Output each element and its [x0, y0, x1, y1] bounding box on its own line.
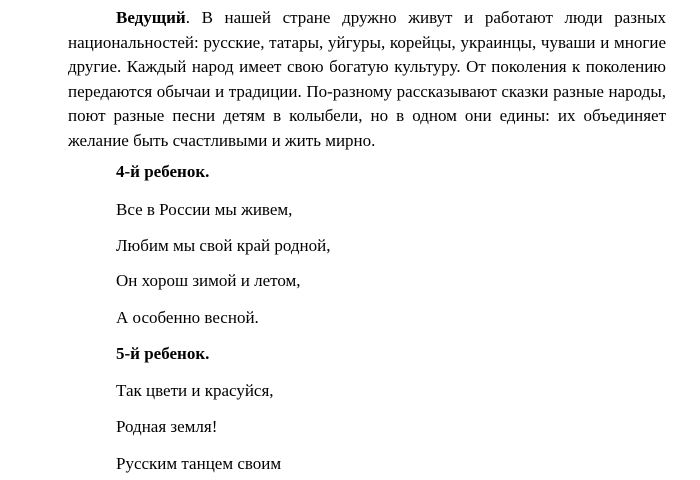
speaker-name: Ведущий — [116, 8, 186, 27]
verse-heading-4: 4-й ребенок. — [116, 162, 210, 181]
intro-paragraph — [68, 6, 666, 153]
verse-line: Так цвети и красуйся, — [116, 381, 274, 400]
verse-line: Все в России мы живем, — [116, 200, 293, 219]
verse-line: Русским танцем своим — [116, 454, 282, 473]
verse-line: Любим мы свой край родной, — [116, 236, 331, 255]
verse-line: А особенно весной. — [116, 308, 259, 327]
verse-line: Родная земля! — [116, 417, 218, 436]
intro-text: . В нашей стране дружно живут и работают люди разных национальностей: русские, татары, уйгуры, корейцы, украинцы, чуваши и многие другие. Каждый народ имеет свою богатую культуру. От поколения к поколению передаются обычаи и традиции. По-разному рассказывают сказки разные народы, поют разные песни детям в колыбели, но в одном они едины: их объединяет желание быть счастливыми и жить мирно. — [68, 8, 666, 150]
verse-line: Он хорош зимой и летом, — [116, 271, 301, 290]
verse-heading-5: 5-й ребенок. — [116, 344, 210, 363]
